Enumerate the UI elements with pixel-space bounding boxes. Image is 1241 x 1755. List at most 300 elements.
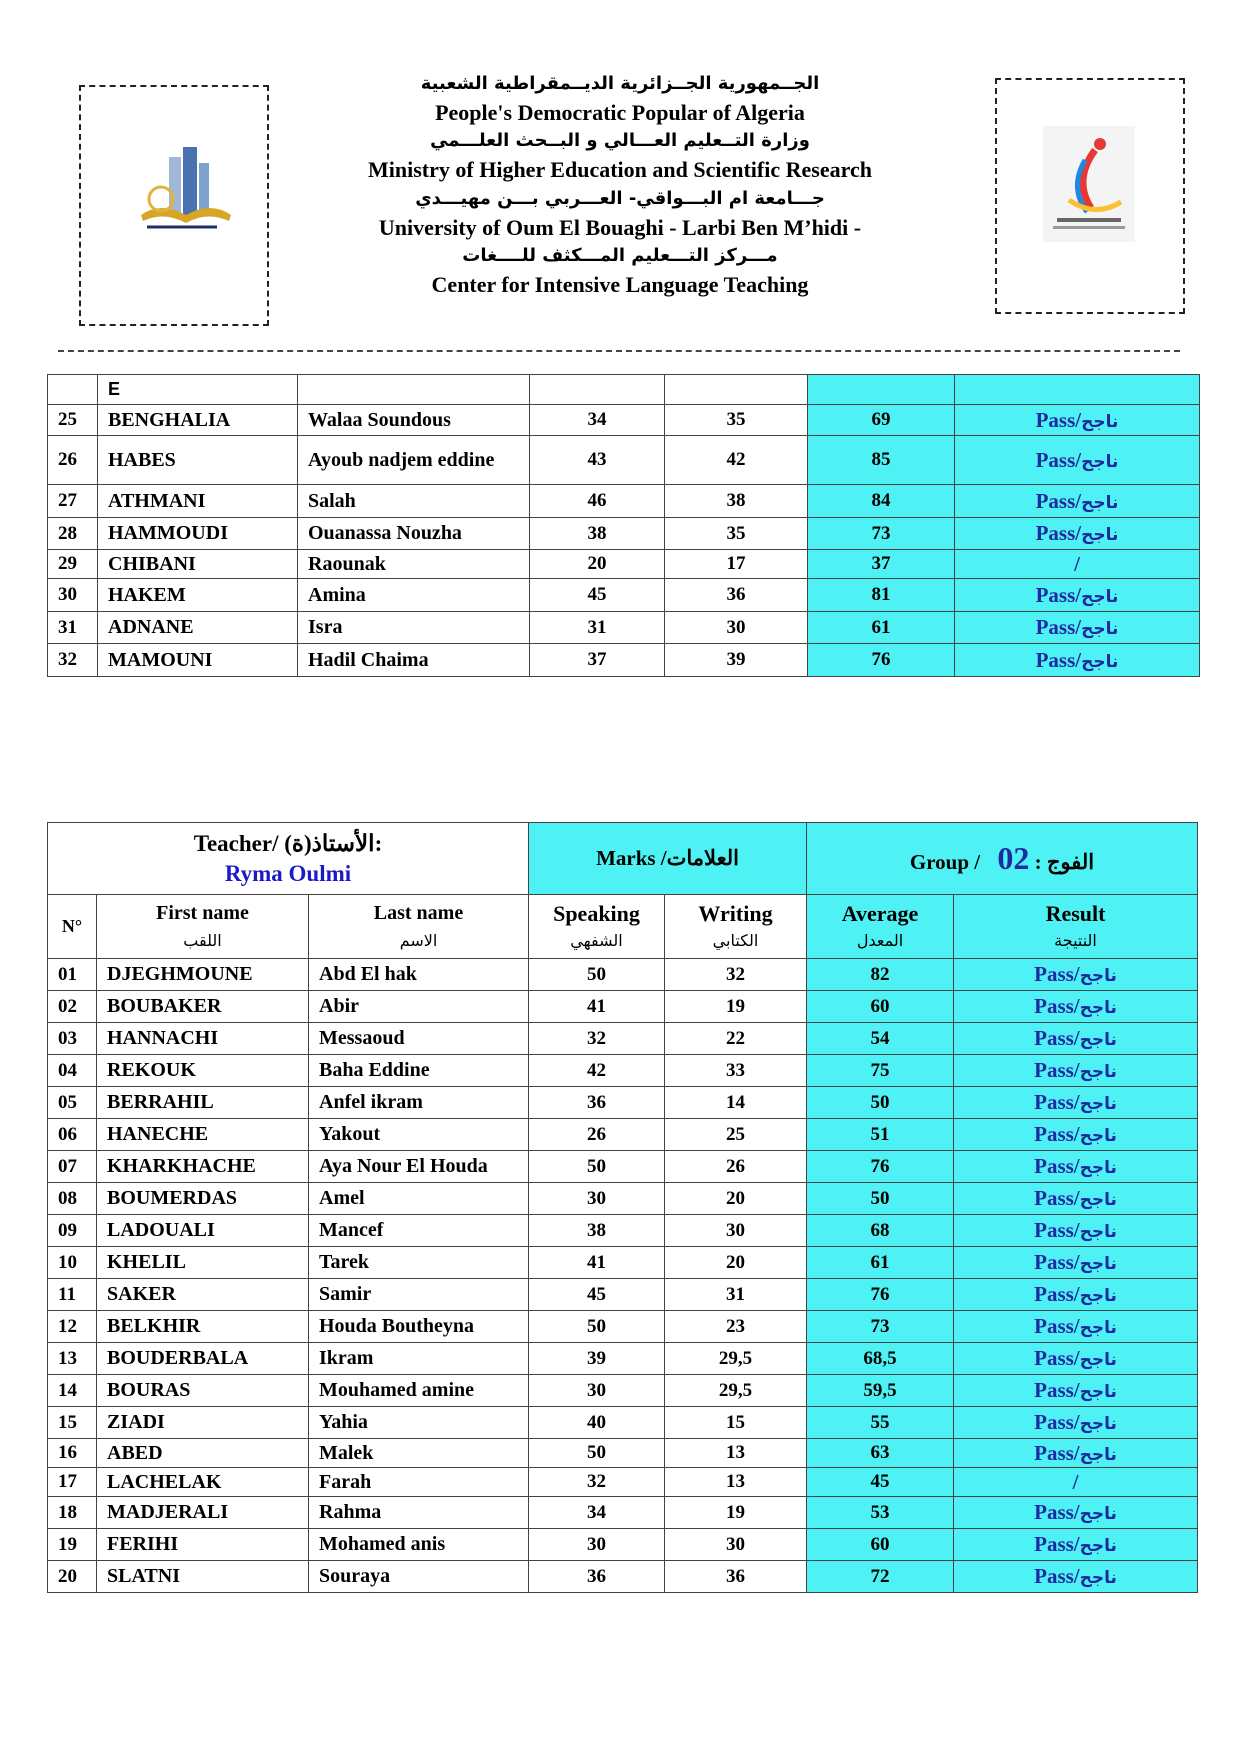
first-name-cell: CHIBANI (98, 550, 298, 579)
row-number: 05 (48, 1087, 97, 1119)
writing-mark: 13 (665, 1439, 807, 1468)
speaking-mark: 38 (529, 1215, 665, 1247)
result-cell (954, 1529, 1198, 1561)
group2-results-table (47, 822, 1198, 1593)
result-en: Pass/ (1034, 1532, 1080, 1556)
table-row (48, 518, 1200, 550)
row-number: 18 (48, 1497, 97, 1529)
row-number: 07 (48, 1151, 97, 1183)
average-mark: 45 (807, 1468, 954, 1497)
group1-results-table (47, 374, 1200, 677)
writing-mark: 22 (665, 1023, 807, 1055)
row-number: 10 (48, 1247, 97, 1279)
table-row (48, 405, 1200, 436)
result-ar: ناجح (1079, 1318, 1117, 1338)
speaking-mark: 34 (530, 405, 665, 436)
result-ar: ناجح (1079, 1222, 1117, 1242)
result-en: Pass/ (1034, 994, 1080, 1018)
row-number: 02 (48, 991, 97, 1023)
writing-mark: 23 (665, 1311, 807, 1343)
speaking-mark: 45 (529, 1279, 665, 1311)
average-mark: 60 (807, 1529, 954, 1561)
speaking-mark: 45 (530, 579, 665, 612)
result-ar: ناجح (1081, 586, 1119, 607)
table-row (48, 612, 1200, 644)
table-row (48, 1529, 1198, 1561)
result-en: Pass/ (1034, 1440, 1080, 1465)
table-row (48, 1407, 1198, 1439)
average-mark: 51 (807, 1119, 954, 1151)
first-name-cell: MAMOUNI (98, 644, 298, 677)
group-header (807, 823, 1198, 895)
header-center-en: Center for Intensive Language Teaching (431, 271, 809, 297)
result-en: Pass/ (1034, 1154, 1080, 1178)
first-name-cell: ATHMANI (98, 485, 298, 518)
table-row (48, 1439, 1198, 1468)
writing-mark: 36 (665, 1561, 807, 1593)
average-mark: 50 (807, 1183, 954, 1215)
result-en: / (1074, 551, 1080, 576)
result-en: Pass/ (1034, 1090, 1080, 1114)
last-name-cell: Mouhamed amine (309, 1375, 529, 1407)
last-name-cell: Malek (309, 1439, 529, 1468)
average-mark: 68,5 (807, 1343, 954, 1375)
last-name-cell: Ikram (309, 1343, 529, 1375)
first-name-cell: KHELIL (97, 1247, 309, 1279)
writing-mark: 36 (665, 579, 808, 612)
row-number: 26 (48, 436, 98, 485)
row-number: 28 (48, 518, 98, 550)
average-mark: 68 (807, 1215, 954, 1247)
average-mark: 81 (808, 579, 955, 612)
row-number: 32 (48, 644, 98, 677)
row-number: 01 (48, 959, 97, 991)
first-name-cell: HABES (98, 436, 298, 485)
result-ar: ناجح (1079, 1414, 1117, 1434)
speaking-mark: 41 (529, 1247, 665, 1279)
table-row (48, 1087, 1198, 1119)
writing-mark: 35 (665, 405, 808, 436)
result-cell (955, 485, 1200, 518)
last-name-cell: Rahma (309, 1497, 529, 1529)
average-mark: 73 (808, 518, 955, 550)
result-ar: ناجح (1079, 1126, 1117, 1146)
last-name-cell: Mancef (309, 1215, 529, 1247)
table-row (48, 1247, 1198, 1279)
writing-mark: 17 (665, 550, 808, 579)
writing-mark: 39 (665, 644, 808, 677)
speaking-mark: 36 (529, 1561, 665, 1593)
header-ministry-en: Ministry of Higher Education and Scientific Research (368, 157, 872, 183)
column-header-row (48, 895, 1198, 959)
writing-mark: 32 (665, 959, 807, 991)
result-ar: ناجح (1081, 651, 1119, 672)
last-name-cell: Walaa Soundous (298, 405, 530, 436)
last-name-cell: Isra (298, 612, 530, 644)
last-name-cell: Souraya (309, 1561, 529, 1593)
result-cell (954, 1183, 1198, 1215)
table-row (48, 1215, 1198, 1247)
writing-mark: 20 (665, 1183, 807, 1215)
result-cell (954, 1407, 1198, 1439)
result-ar: ناجح (1079, 1444, 1117, 1465)
col-first-name: First name اللقب (97, 895, 309, 959)
result-cell (954, 991, 1198, 1023)
result-cell (954, 1343, 1198, 1375)
first-name-cell: HANNACHI (97, 1023, 309, 1055)
average-mark: 50 (807, 1087, 954, 1119)
result-en: Pass/ (1034, 1564, 1080, 1588)
first-name-cell: HANECHE (97, 1119, 309, 1151)
result-cell (955, 579, 1200, 612)
first-name-cell: DJEGHMOUNE (97, 959, 309, 991)
writing-mark: 29,5 (665, 1343, 807, 1375)
result-ar: ناجح (1081, 492, 1119, 513)
header-separator (58, 350, 1180, 352)
first-name-cell: BENGHALIA (98, 405, 298, 436)
average-mark: 73 (807, 1311, 954, 1343)
row-number: 13 (48, 1343, 97, 1375)
last-name-cell: Baha Eddine (309, 1055, 529, 1087)
writing-mark: 13 (665, 1468, 807, 1497)
result-cell (954, 1023, 1198, 1055)
last-name-cell: Salah (298, 485, 530, 518)
result-cell (955, 405, 1200, 436)
result-ar: ناجح (1079, 1158, 1117, 1178)
writing-mark: 19 (665, 991, 807, 1023)
result-ar: ناجح (1081, 619, 1119, 639)
row-number: 12 (48, 1311, 97, 1343)
row-number: 19 (48, 1529, 97, 1561)
row-number: 16 (48, 1439, 97, 1468)
speaking-mark: 36 (529, 1087, 665, 1119)
last-name-cell: Aya Nour El Houda (309, 1151, 529, 1183)
first-name-cell: BERRAHIL (97, 1087, 309, 1119)
row-number: 04 (48, 1055, 97, 1087)
university-logo-icon (81, 87, 267, 324)
first-name-cell: SAKER (97, 1279, 309, 1311)
average-mark: 60 (807, 991, 954, 1023)
first-name-cell: REKOUK (97, 1055, 309, 1087)
speaking-mark: 32 (529, 1023, 665, 1055)
last-name-cell: Farah (309, 1468, 529, 1497)
result-ar: ناجح (1081, 451, 1119, 472)
result-en: Pass/ (1035, 582, 1082, 607)
first-name-cell: ZIADI (97, 1407, 309, 1439)
teacher-name: Ryma Oulmi (224, 860, 352, 886)
writing-mark: 31 (665, 1279, 807, 1311)
result-cell (955, 612, 1200, 644)
last-name-cell: Yakout (309, 1119, 529, 1151)
result-cell (955, 436, 1200, 485)
result-ar: ناجح (1079, 1254, 1117, 1274)
row-number: 29 (48, 550, 98, 579)
average-mark: 54 (807, 1023, 954, 1055)
average-mark: 61 (807, 1247, 954, 1279)
col-speaking: Speaking الشفهي (529, 895, 665, 959)
result-en: Pass/ (1034, 1250, 1080, 1274)
document-header (300, 70, 940, 300)
table-row (48, 1119, 1198, 1151)
speaking-mark: 31 (530, 612, 665, 644)
speaking-mark: 30 (529, 1183, 665, 1215)
result-cell (954, 1311, 1198, 1343)
table-row (48, 1055, 1198, 1087)
header-ministry-ar: وزارة التــعليم العـــالي و البــحث العلـــمي (430, 130, 810, 152)
last-name-cell: Ayoub nadjem eddine (298, 436, 530, 485)
university-logo-frame (79, 85, 269, 326)
table-row (48, 1279, 1198, 1311)
header-country-en: People's Democratic Popular of Algeria (435, 99, 805, 125)
center-logo-icon (997, 80, 1183, 312)
writing-mark: 15 (665, 1407, 807, 1439)
row-number: 27 (48, 485, 98, 518)
result-cell (954, 1087, 1198, 1119)
result-en: Pass/ (1034, 1122, 1080, 1146)
average-mark: 55 (807, 1407, 954, 1439)
col-result: Result النتيجة (954, 895, 1198, 959)
result-en: Pass/ (1035, 407, 1082, 432)
last-name-cell: Yahia (309, 1407, 529, 1439)
result-en: Pass/ (1034, 1378, 1080, 1402)
result-en: Pass/ (1035, 488, 1082, 513)
table-row (48, 1497, 1198, 1529)
teacher-label: Teacher/ (الأستاذ(ة: (193, 830, 383, 856)
result-ar: ناجح (1079, 1504, 1117, 1524)
table-row (48, 1343, 1198, 1375)
speaking-mark: 50 (529, 1151, 665, 1183)
row-number: 20 (48, 1561, 97, 1593)
speaking-mark: 34 (529, 1497, 665, 1529)
result-cell (954, 1055, 1198, 1087)
result-cell (954, 1151, 1198, 1183)
result-ar: ناجح (1081, 525, 1119, 545)
row-number: 17 (48, 1468, 97, 1497)
writing-mark: 20 (665, 1247, 807, 1279)
result-en: Pass/ (1034, 1058, 1080, 1082)
header-center-ar: مـــركز التـــعليم المـــكثف للــــغات (462, 245, 778, 267)
average-mark: 61 (808, 612, 955, 644)
writing-mark: 30 (665, 612, 808, 644)
result-cell (954, 1247, 1198, 1279)
writing-mark: 33 (665, 1055, 807, 1087)
col-writing: Writing الكتابي (665, 895, 807, 959)
speaking-mark: 50 (529, 959, 665, 991)
first-name-cell: LACHELAK (97, 1468, 309, 1497)
result-ar: ناجح (1079, 1382, 1117, 1402)
writing-mark: 42 (665, 436, 808, 485)
result-ar: ناجح (1079, 1536, 1117, 1556)
result-ar: ناجح (1079, 1350, 1117, 1370)
speaking-mark: 39 (529, 1343, 665, 1375)
row-number: 03 (48, 1023, 97, 1055)
first-name-cell: HAMMOUDI (98, 518, 298, 550)
row-number: 08 (48, 1183, 97, 1215)
average-mark: 76 (808, 644, 955, 677)
speaking-mark: 40 (529, 1407, 665, 1439)
first-name-cell: BOUMERDAS (97, 1183, 309, 1215)
average-mark: 82 (807, 959, 954, 991)
table-row (48, 991, 1198, 1023)
table-row (48, 959, 1198, 991)
average-mark: 75 (807, 1055, 954, 1087)
speaking-mark: 43 (530, 436, 665, 485)
average-mark: 84 (808, 485, 955, 518)
row-number: 30 (48, 579, 98, 612)
speaking-mark: 37 (530, 644, 665, 677)
row-number: 11 (48, 1279, 97, 1311)
table-row (48, 1561, 1198, 1593)
result-cell (954, 1375, 1198, 1407)
average-mark: 59,5 (807, 1375, 954, 1407)
first-name-cell: SLATNI (97, 1561, 309, 1593)
average-mark: 53 (807, 1497, 954, 1529)
result-en: / (1072, 1469, 1079, 1494)
marks-header: Marks /العلامات (529, 823, 807, 895)
table-row (48, 1183, 1198, 1215)
header-country-ar: الجــمهورية الجــزائرية الديــمقراطية الشعبية (420, 73, 820, 94)
writing-mark: 19 (665, 1497, 807, 1529)
header-university-ar: جـــامعة ام البـــواقي- العـــربي بـــن مهيـــدي (415, 187, 825, 209)
first-name-cell: BOUBAKER (97, 991, 309, 1023)
table-row (48, 1468, 1198, 1497)
average-mark: 76 (807, 1279, 954, 1311)
speaking-mark: 30 (529, 1375, 665, 1407)
top-letter: E (98, 375, 298, 405)
average-mark: 37 (808, 550, 955, 579)
row-number: 09 (48, 1215, 97, 1247)
result-ar: ناجح (1079, 998, 1117, 1018)
result-en: Pass/ (1034, 1026, 1080, 1050)
col-average: Average المعدل (807, 895, 954, 959)
table-row (48, 1023, 1198, 1055)
table-row (48, 436, 1200, 485)
result-cell (954, 1215, 1198, 1247)
average-mark: 85 (808, 436, 955, 485)
speaking-mark: 41 (529, 991, 665, 1023)
result-cell (955, 644, 1200, 677)
speaking-mark: 32 (529, 1468, 665, 1497)
col-n: N° (48, 895, 97, 959)
group-number: 02 (997, 840, 1030, 876)
result-en: Pass/ (1034, 1410, 1080, 1434)
average-mark: 72 (807, 1561, 954, 1593)
result-cell (955, 518, 1200, 550)
teacher-cell (48, 823, 529, 895)
table-row (48, 579, 1200, 612)
writing-mark: 30 (665, 1215, 807, 1247)
last-name-cell: Mohamed anis (309, 1529, 529, 1561)
first-name-cell: BOURAS (97, 1375, 309, 1407)
result-cell (954, 959, 1198, 991)
table-row (48, 1151, 1198, 1183)
result-en: Pass/ (1035, 647, 1082, 672)
result-cell (954, 1497, 1198, 1529)
result-en: Pass/ (1034, 962, 1080, 986)
result-en: Pass/ (1034, 1314, 1080, 1338)
first-name-cell: ABED (97, 1439, 309, 1468)
result-ar: ناجح (1079, 1568, 1117, 1588)
last-name-cell: Hadil Chaima (298, 644, 530, 677)
table-row (48, 550, 1200, 579)
last-name-cell: Abir (309, 991, 529, 1023)
header-university-en: University of Oum El Bouaghi - Larbi Ben M’hidi - (378, 214, 862, 240)
table-row (48, 375, 1200, 405)
last-name-cell: Ouanassa Nouzha (298, 518, 530, 550)
last-name-cell: Amina (298, 579, 530, 612)
group-label: Group / الفوج : (909, 850, 1095, 874)
speaking-mark: 30 (529, 1529, 665, 1561)
table-title-row (48, 823, 1198, 895)
result-en: Pass/ (1034, 1282, 1080, 1306)
writing-mark: 25 (665, 1119, 807, 1151)
writing-mark: 30 (665, 1529, 807, 1561)
last-name-cell: Tarek (309, 1247, 529, 1279)
table-row (48, 644, 1200, 677)
table-row (48, 1311, 1198, 1343)
result-ar: ناجح (1079, 1094, 1117, 1114)
result-en: Pass/ (1034, 1218, 1080, 1242)
result-en: Pass/ (1034, 1186, 1080, 1210)
first-name-cell: MADJERALI (97, 1497, 309, 1529)
result-ar: ناجح (1079, 966, 1117, 986)
row-number: 25 (48, 405, 98, 436)
col-last-name: Last name الاسم (309, 895, 529, 959)
result-ar: ناجح (1079, 1030, 1117, 1050)
writing-mark: 35 (665, 518, 808, 550)
result-ar: ناجح (1079, 1286, 1117, 1306)
speaking-mark: 50 (529, 1439, 665, 1468)
last-name-cell: Amel (309, 1183, 529, 1215)
writing-mark: 38 (665, 485, 808, 518)
speaking-mark: 42 (529, 1055, 665, 1087)
result-ar: ناجح (1079, 1062, 1117, 1082)
result-ar: ناجح (1079, 1190, 1117, 1210)
average-mark: 63 (807, 1439, 954, 1468)
table-row (48, 485, 1200, 518)
first-name-cell: HAKEM (98, 579, 298, 612)
row-number: 06 (48, 1119, 97, 1151)
first-name-cell: BOUDERBALA (97, 1343, 309, 1375)
writing-mark: 26 (665, 1151, 807, 1183)
row-number: 15 (48, 1407, 97, 1439)
first-name-cell: FERIHI (97, 1529, 309, 1561)
result-en: Pass/ (1035, 447, 1082, 472)
first-name-cell: KHARKHACHE (97, 1151, 309, 1183)
result-en: Pass/ (1034, 1500, 1080, 1524)
speaking-mark: 38 (530, 518, 665, 550)
result-cell (954, 1468, 1198, 1497)
speaking-mark: 46 (530, 485, 665, 518)
last-name-cell: Abd El hak (309, 959, 529, 991)
table-row (48, 1375, 1198, 1407)
last-name-cell: Raounak (298, 550, 530, 579)
result-cell (954, 1439, 1198, 1468)
speaking-mark: 20 (530, 550, 665, 579)
result-en: Pass/ (1035, 615, 1082, 639)
result-en: Pass/ (1035, 521, 1082, 545)
first-name-cell: LADOUALI (97, 1215, 309, 1247)
last-name-cell: Messaoud (309, 1023, 529, 1055)
result-cell (954, 1561, 1198, 1593)
result-cell (955, 550, 1200, 579)
result-cell (954, 1279, 1198, 1311)
first-name-cell: BELKHIR (97, 1311, 309, 1343)
last-name-cell: Samir (309, 1279, 529, 1311)
last-name-cell: Houda Boutheyna (309, 1311, 529, 1343)
row-number: 14 (48, 1375, 97, 1407)
result-cell (954, 1119, 1198, 1151)
